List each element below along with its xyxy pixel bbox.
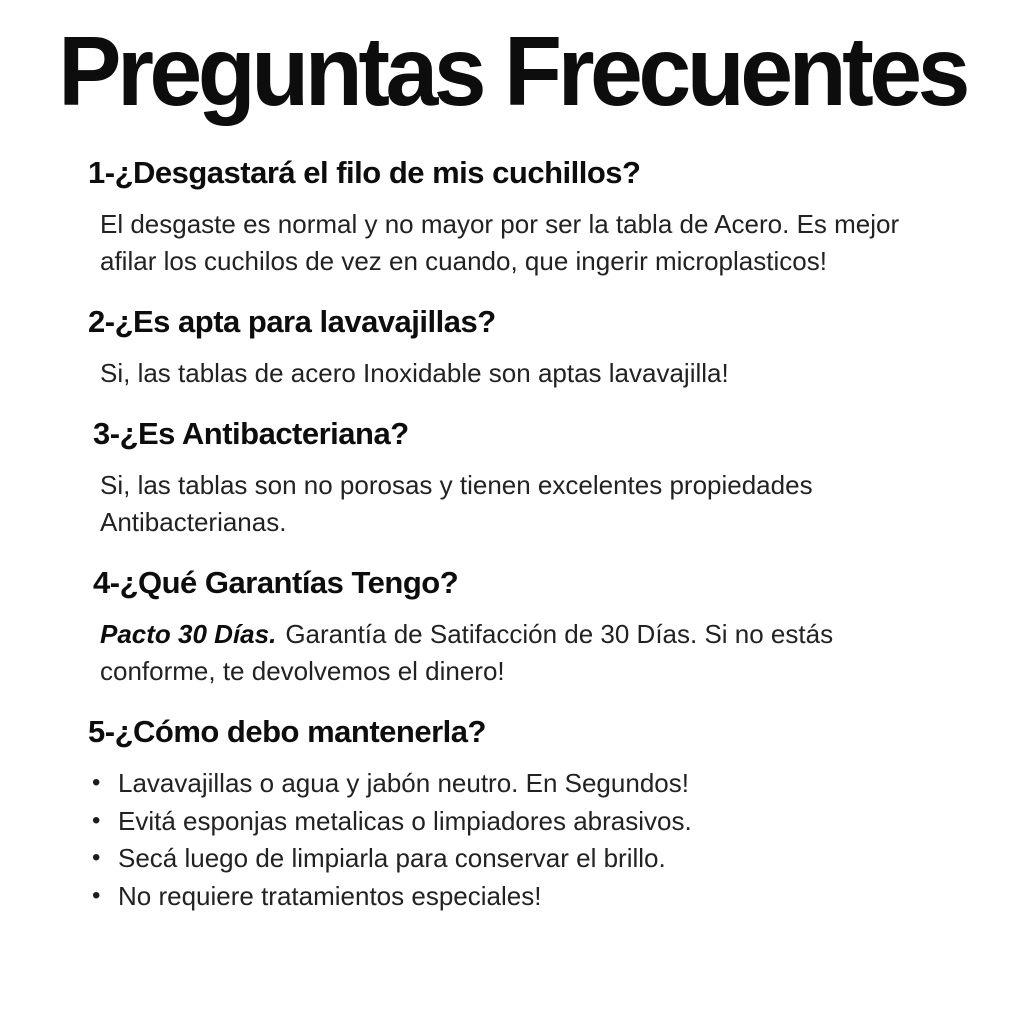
faq-answer-2: Si, las tablas de acero Inoxidable son aptas lavavajilla! xyxy=(100,358,729,388)
page-title: Preguntas Frecuentes xyxy=(58,16,966,127)
list-item-text: No requiere tratamientos especiales! xyxy=(118,880,542,911)
list-item xyxy=(88,803,969,841)
bullet-icon: • xyxy=(92,806,101,834)
maintenance-bullet-list xyxy=(88,765,969,915)
bullet-icon: • xyxy=(92,769,101,796)
faq-item-4 xyxy=(88,565,969,690)
faq-question-4: 4-¿Qué Garantías Tengo? xyxy=(93,565,459,600)
faq-question-5: 5-¿Cómo debo mantenerla? xyxy=(88,714,486,749)
faq-question-1: 1-¿Desgastará el filo de mis cuchillos? xyxy=(88,155,641,190)
faq-question-2: 2-¿Es apta para lavavajillas? xyxy=(88,304,496,339)
list-item-text: Evitá esponjas metalicas o limpiadores abrasivos. xyxy=(118,805,692,836)
guarantee-lead-text: Pacto 30 Días. xyxy=(100,619,277,649)
list-item-text: Lavavajillas o agua y jabón neutro. En Segundos! xyxy=(118,768,689,798)
faq-content xyxy=(0,117,1024,915)
faq-question-3: 3-¿Es Antibacteriana? xyxy=(93,416,409,451)
bullet-icon: • xyxy=(92,844,101,871)
list-item xyxy=(88,765,969,803)
bullet-icon: • xyxy=(92,881,101,909)
faq-answer-4 xyxy=(88,616,969,690)
faq-answer-1: El desgaste es normal y no mayor por ser la tabla de Acero. Es mejor afilar los cuchilos de vez en cuando, que ingerir microplasticos! xyxy=(100,209,900,276)
faq-item-1 xyxy=(88,155,969,280)
faq-answer-3: Si, las tablas son no porosas y tienen excelentes propiedades Antibacterianas. xyxy=(100,470,813,537)
faq-item-2 xyxy=(88,304,969,392)
list-item xyxy=(88,840,969,878)
guarantee-rest-text: Garantía de Satifacción de 30 Días. Si no estás conforme, te devolvemos el dinero! xyxy=(100,619,834,686)
faq-item-3 xyxy=(88,416,969,541)
list-item xyxy=(88,878,969,916)
faq-item-5 xyxy=(88,714,969,915)
list-item-text: Secá luego de limpiarla para conservar el brillo. xyxy=(118,843,666,873)
